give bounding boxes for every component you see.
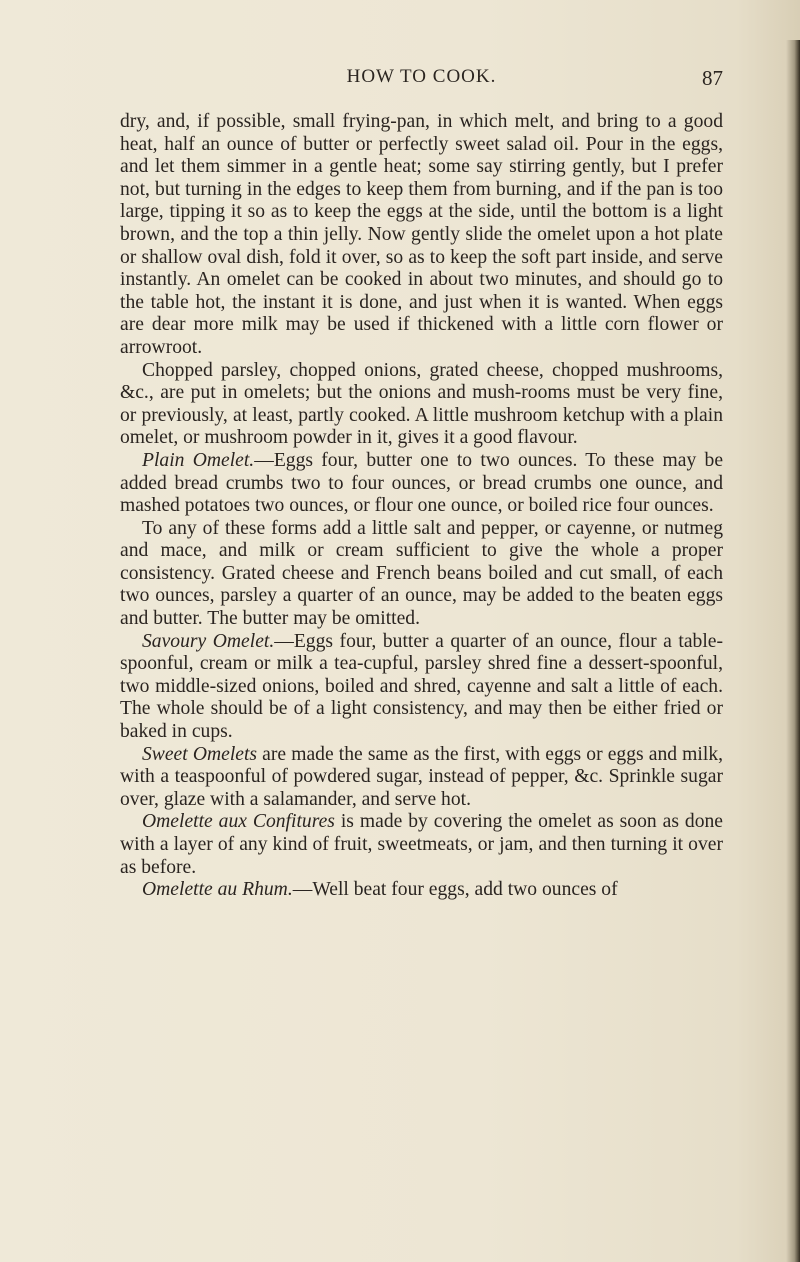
paragraph-text: —Eggs four, butter a quarter of an ounce, flour a table-spoonful, cream or milk a tea-cupful, parsley shred fine a dessert-spoonful, two middle-sized onions, boiled and shred, cayenne and salt a little of each. The whole should be of a light consistency, and may then be either fried or baked in cups. (120, 630, 723, 743)
paragraph-text: To any of these forms add a little salt and pepper, or cayenne, or nutmeg and mace, and milk or cream sufficient to give the whole a proper consistency. Grated cheese and French beans boiled and cut small, of each two ounces, parsley a quarter of an ounce, may be added to the beaten eggs and butter. The butter may be omitted. (120, 517, 723, 630)
page-header (120, 66, 723, 96)
paragraph-omelet-method (120, 111, 723, 360)
recipe-title: Sweet Omelets (142, 743, 258, 765)
recipe-title: Plain Omelet. (142, 449, 255, 471)
paragraph-text: Chopped parsley, chopped onions, grated cheese, chopped mushrooms, &c., are put in omelets; but the onions and mush-rooms must be very fine, or previously, at least, partly cooked. A little mushroom ketchup with a plain omelet, or mushroom powder in it, gives it a good flavour. (120, 359, 723, 449)
page-edge-shadow (786, 40, 800, 1262)
recipe-title: Savoury Omelet. (142, 630, 275, 652)
paragraph-text: —Well beat four eggs, add two ounces of (292, 879, 618, 901)
paragraph-text: are made the same as the first, with eggs or eggs and milk, with a teaspoonful of powdered sugar, instead of pepper, &c. Sprinkle sugar over, glaze with a salamander, and serve hot. (120, 743, 724, 810)
recipe-title: Omelette au Rhum. (142, 879, 293, 901)
paragraph-sweet-omelets (120, 744, 723, 812)
paragraph-savoury-omelet (120, 631, 723, 744)
body-text (120, 111, 723, 902)
paragraph-text: is made by covering the omelet as soon as done with a layer of any kind of fruit, sweetmeats, or jam, and then turning it over as before. (120, 811, 723, 878)
running-head: HOW TO COOK. (346, 66, 497, 87)
paragraph-seasoning (120, 518, 723, 631)
paragraph-omelette-rhum (120, 879, 723, 902)
paragraph-text: —Eggs four, butter one to two ounces. To these may be added bread crumbs two to four ounces, or bread crumbs one ounce, and mashed potatoes two ounces, or flour one ounce, or boiled rice four ounces. (120, 449, 724, 517)
paragraph-text: dry, and, if possible, small frying-pan, in which melt, and bring to a good heat, half an ounce of butter or perfectly sweet salad oil. Pour in the eggs, and let them simmer in a gentle heat; some say stirring gently, but I prefer not, but turning in the edges to keep them from burning, and if the pan is too large, tipping it so as to keep the eggs at the side, until the bottom is a light brown, and the top a thin jelly. Now gently slide the omelet upon a hot plate or shallow oval dish, fold it over, so as to keep the soft part inside, and serve instantly. An omelet can be cooked in about two minutes, and should go to the table hot, the instant it is done, and just when it is wanted. When eggs are dear more milk may be used if thickened with a little corn flower or arrowroot. (120, 111, 723, 358)
recipe-title: Omelette aux Confitures (142, 811, 335, 833)
page-number: 87 (702, 66, 723, 90)
paragraph-omelet-additions (120, 360, 723, 450)
paragraph-omelette-confitures (120, 811, 723, 879)
paragraph-plain-omelet (120, 450, 723, 518)
